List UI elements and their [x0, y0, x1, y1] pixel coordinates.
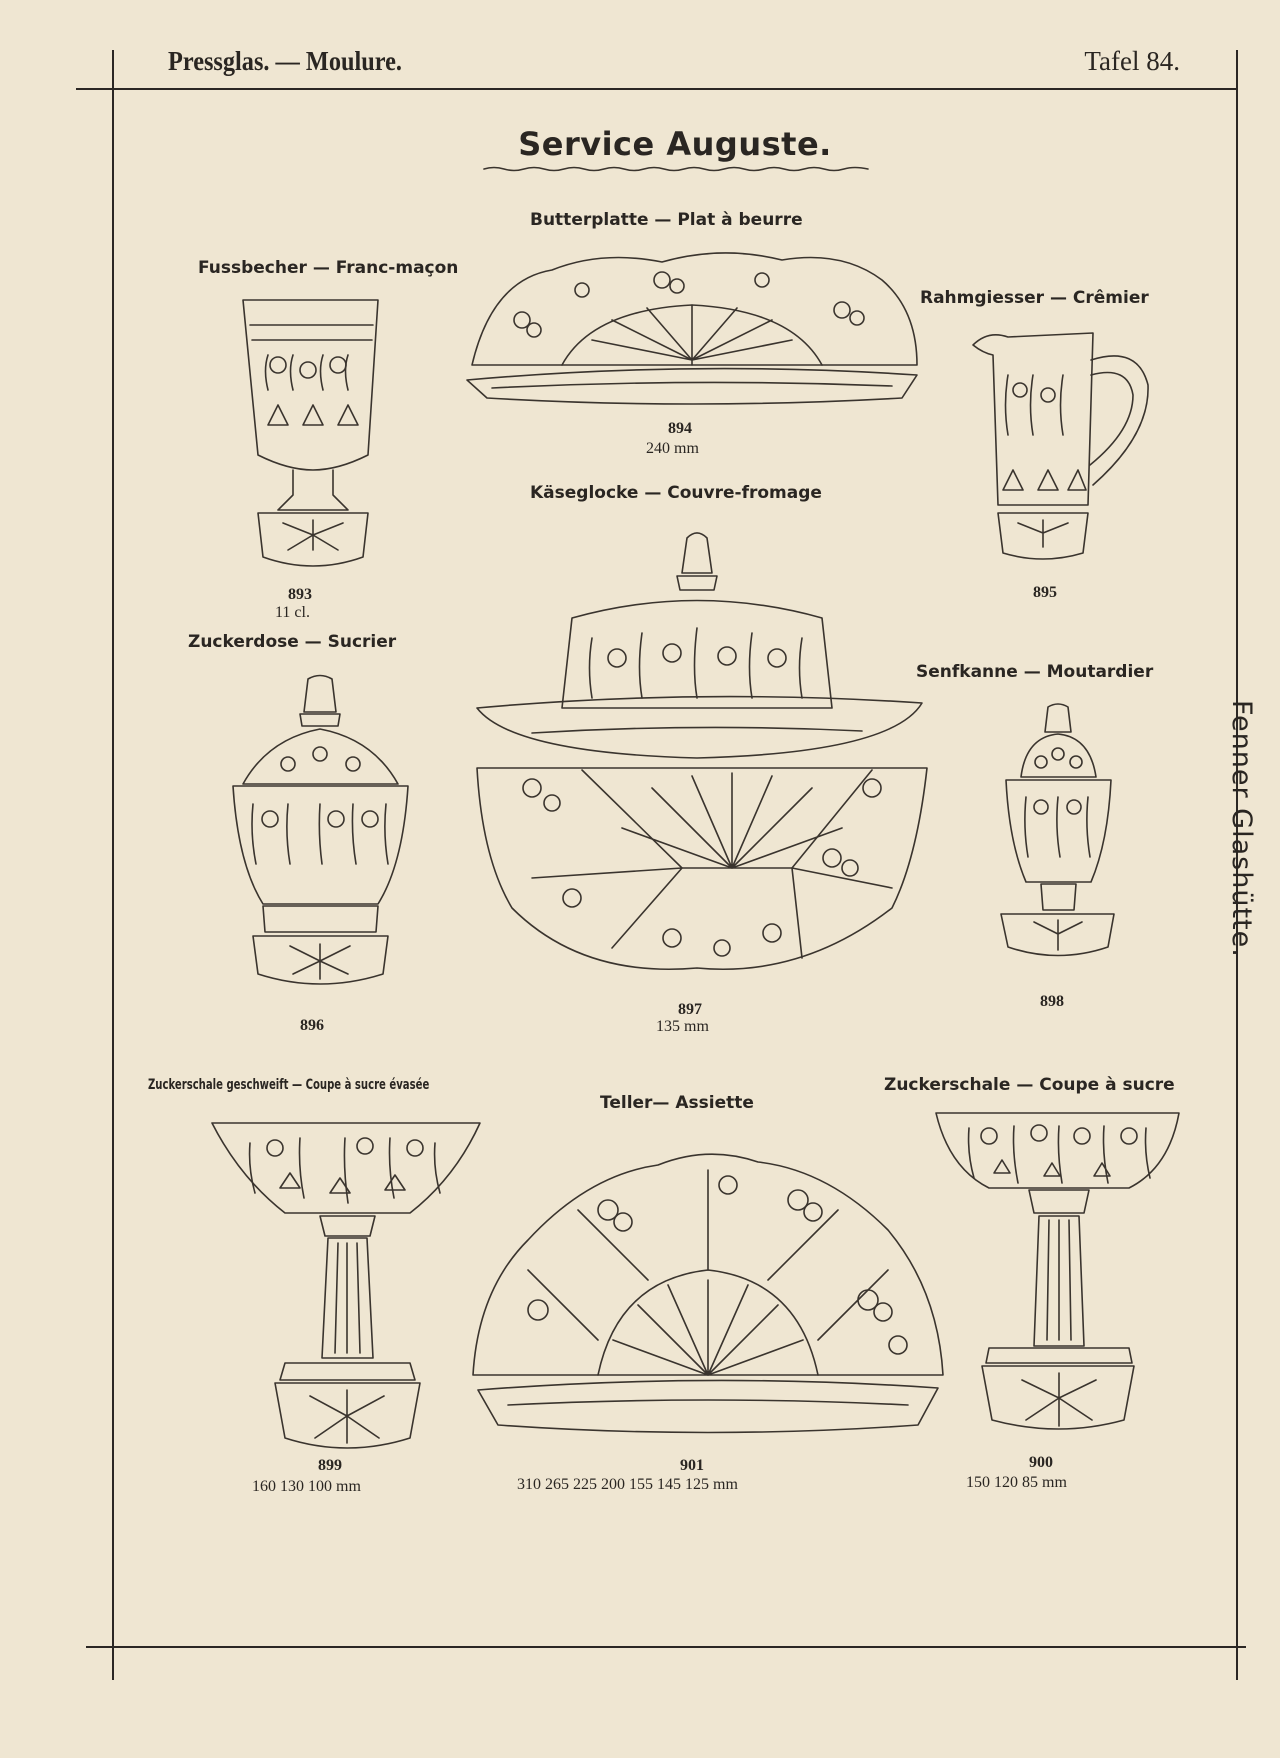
label-895: Rahmgiesser — Crêmier	[920, 288, 1149, 308]
creamer-drawing	[968, 325, 1153, 565]
dims-893: 11 cl.	[275, 604, 310, 621]
number-893: 893	[288, 586, 312, 603]
number-894: 894	[668, 420, 692, 437]
number-901: 901	[680, 1457, 704, 1474]
number-895: 895	[1033, 584, 1057, 601]
label-899: Zuckerschale geschweift — Coupe à sucre évasée	[148, 1077, 430, 1093]
footed-tumbler-drawing	[238, 295, 388, 575]
plate-drawing	[468, 1140, 948, 1450]
dims-900: 150 120 85 mm	[966, 1474, 1067, 1491]
flared-sugar-bowl-drawing	[210, 1118, 485, 1468]
side-imprint: Fenner Glashütte.	[1226, 700, 1257, 958]
cheese-dome-drawing	[472, 528, 932, 1003]
label-897: Käseglocke — Couvre-fromage	[530, 483, 822, 503]
label-898: Senfkanne — Moutardier	[916, 662, 1154, 682]
dims-894: 240 mm	[646, 440, 699, 457]
header-left: Pressglas. — Moulure.	[168, 46, 402, 76]
header-right: Tafel 84.	[1084, 46, 1180, 76]
number-898: 898	[1040, 993, 1064, 1010]
dims-897: 135 mm	[656, 1018, 709, 1035]
dims-901: 310 265 225 200 155 145 125 mm	[517, 1476, 738, 1493]
label-896: Zuckerdose — Sucrier	[188, 632, 397, 652]
top-rule	[76, 88, 1236, 90]
label-894: Butterplatte — Plat à beurre	[530, 210, 803, 230]
bottom-rule	[86, 1646, 1246, 1648]
title-underline	[484, 164, 868, 174]
sugar-bowl-footed-drawing	[934, 1108, 1184, 1453]
mustard-pot-drawing	[996, 702, 1121, 972]
label-900: Zuckerschale — Coupe à sucre	[884, 1075, 1175, 1095]
butter-dish-drawing	[462, 240, 922, 415]
number-899: 899	[318, 1457, 342, 1474]
number-900: 900	[1029, 1454, 1053, 1471]
page-title: Service Auguste.	[518, 125, 832, 163]
dims-899: 160 130 100 mm	[252, 1478, 361, 1495]
number-896: 896	[300, 1017, 324, 1034]
label-901: Teller— Assiette	[600, 1093, 754, 1113]
number-897: 897	[678, 1001, 702, 1018]
sugar-bowl-drawing	[228, 674, 413, 1014]
label-893: Fussbecher — Franc-maçon	[198, 258, 459, 278]
left-rule	[112, 50, 114, 1680]
